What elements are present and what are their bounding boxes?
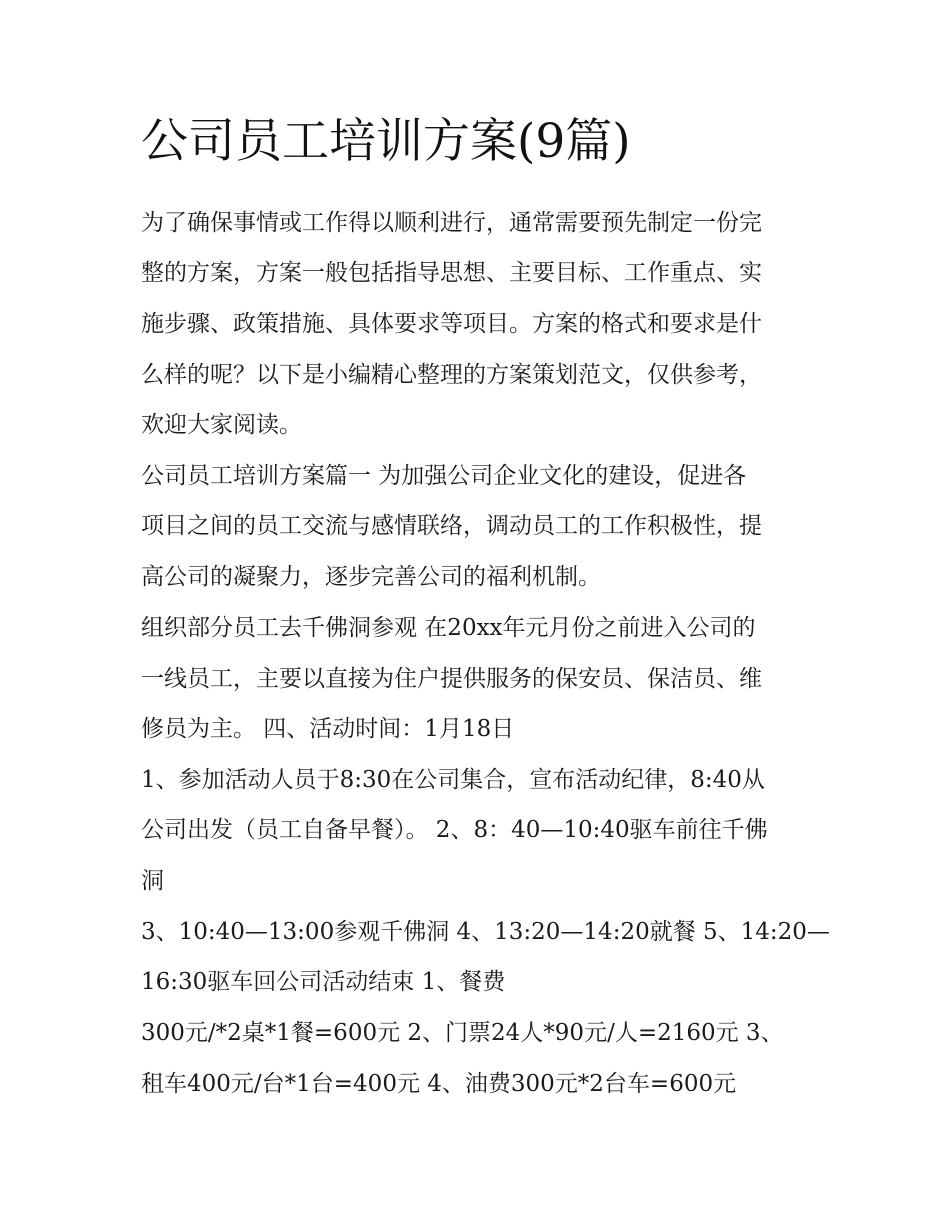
body-line: 欢迎大家阅读。 <box>141 412 302 438</box>
body-line: 整的方案，方案一般包括指导思想、主要目标、工作重点、实 <box>141 260 762 286</box>
body-line: 公司员工培训方案篇一 为加强公司企业文化的建设，促进各 <box>141 463 747 489</box>
body-line: 16:30驱车回公司活动结束 1、餐费 <box>141 969 506 995</box>
body-line: 为了确保事情或工作得以顺利进行，通常需要预先制定一份完 <box>141 210 762 236</box>
body-line: 公司出发（员工自备早餐）。 2、8：40—10:40驱车前往千佛 <box>141 817 768 843</box>
body-line: 么样的呢？以下是小编精心整理的方案策划范文，仅供参考， <box>141 362 762 388</box>
body-line: 3、10:40—13:00参观千佛洞 4、13:20—14:20就餐 5、14:20— <box>141 919 830 945</box>
body-line: 一线员工，主要以直接为住户提供服务的保安员、保洁员、维 <box>141 666 762 692</box>
body-line: 1、参加活动人员于8:30在公司集合，宣布活动纪律，8:40从 <box>141 767 765 793</box>
body-line: 施步骤、政策措施、具体要求等项目。方案的格式和要求是什 <box>141 311 762 337</box>
body-line: 租车400元/台*1台=400元 4、油费300元*2台车=600元 <box>141 1071 737 1097</box>
body-line: 洞 <box>141 868 164 894</box>
body-line: 高公司的凝聚力，逐步完善公司的福利机制。 <box>141 564 601 590</box>
body-line: 修员为主。 四、活动时间：1月18日 <box>141 716 515 742</box>
body-line: 项目之间的员工交流与感情联络，调动员工的工作积极性，提 <box>141 513 762 539</box>
body-line: 300元/*2桌*1餐=600元 2、门票24人*90元/人=2160元 3、 <box>141 1020 784 1046</box>
body-line: 组织部分员工去千佛洞参观 在20xx年元月份之前进入公司的 <box>141 615 756 641</box>
document-title: 公司员工培训方案(9篇) <box>141 114 631 169</box>
